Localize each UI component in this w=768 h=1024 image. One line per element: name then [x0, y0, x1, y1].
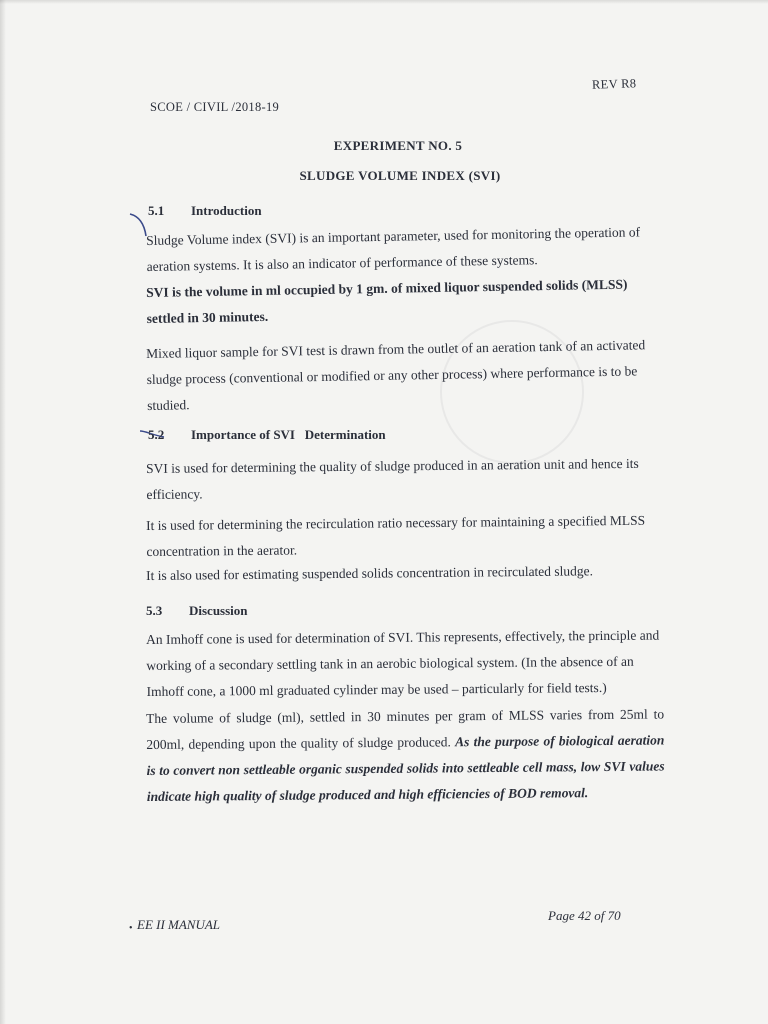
discussion-plain-text: The volume of sludge (ml), settled in 30 minutes per gram of MLSS varies from 25ml to 200ml, depending upon the quality of sludge produced. [146, 706, 665, 752]
discussion-paragraph-1: An Imhoff cone is used for determination of SVI. This represents, effectively, the principle and working of a secondary settling tank in an aerobic biological system. (In the absence of an Imhoff cone, a 1000 ml graduated cylinder may be used – particularly for field tests.) [146, 627, 660, 699]
section-number: 5.2 [148, 427, 165, 442]
header-revision: REV R8 [591, 76, 637, 92]
footer-manual: EE II MANUAL [137, 917, 221, 932]
scan-top-shadow [0, 0, 768, 4]
discussion-paragraph-2 [146, 701, 665, 810]
discussion-emphasis-text: As the purpose of biological aeration is to convert non settleable organic suspended solids into settleable cell mass, low SVI values indicate high quality of sludge produced and high efficiencies of BOD removal. [146, 732, 665, 804]
section-heading-5-1 [148, 203, 262, 219]
footer-page-number: Page 42 of 70 [548, 908, 621, 923]
importance-paragraph-1: SVI is used for determining the quality of sludge produced in an aeration unit and hence its efficiency. [146, 455, 639, 502]
svi-definition: SVI is the volume in ml occupied by 1 gm. of mixed liquor suspended solids (MLSS) settled in 30 minutes. [146, 276, 628, 326]
section-title: Discussion [189, 603, 248, 618]
section-title: Introduction [191, 203, 262, 218]
section-heading-5-2 [148, 427, 386, 443]
section-number: 5.3 [146, 603, 163, 618]
intro-paragraph: Sludge Volume index (SVI) is an important parameter, used for monitoring the operation of aeration systems. It is also an indicator of performance of these systems. [146, 224, 641, 274]
experiment-title: SLUDGE VOLUME INDEX (SVI) [299, 168, 501, 183]
footer-bullet: • [129, 923, 133, 934]
importance-paragraph-3: It is also used for estimating suspended solids concentration in recirculated sludge. [146, 563, 594, 583]
section-heading-5-3 [146, 603, 248, 619]
section-title: Importance of SVI Determination [191, 427, 386, 442]
importance-paragraph-2: It is used for determining the recirculation ratio necessary for maintaining a specified MLSS concentration in the aerator. [146, 512, 646, 559]
scan-edge-shadow [0, 0, 6, 1024]
experiment-number: EXPERIMENT NO. 5 [333, 138, 463, 153]
section-number: 5.1 [148, 203, 165, 218]
sample-paragraph: Mixed liquor sample for SVI test is drawn from the outlet of an aeration tank of an activated sludge process (conventional or modified or any other process) where performance is to be studied. [146, 337, 646, 413]
header-institution: SCOE / CIVIL /2018-19 [150, 100, 280, 114]
